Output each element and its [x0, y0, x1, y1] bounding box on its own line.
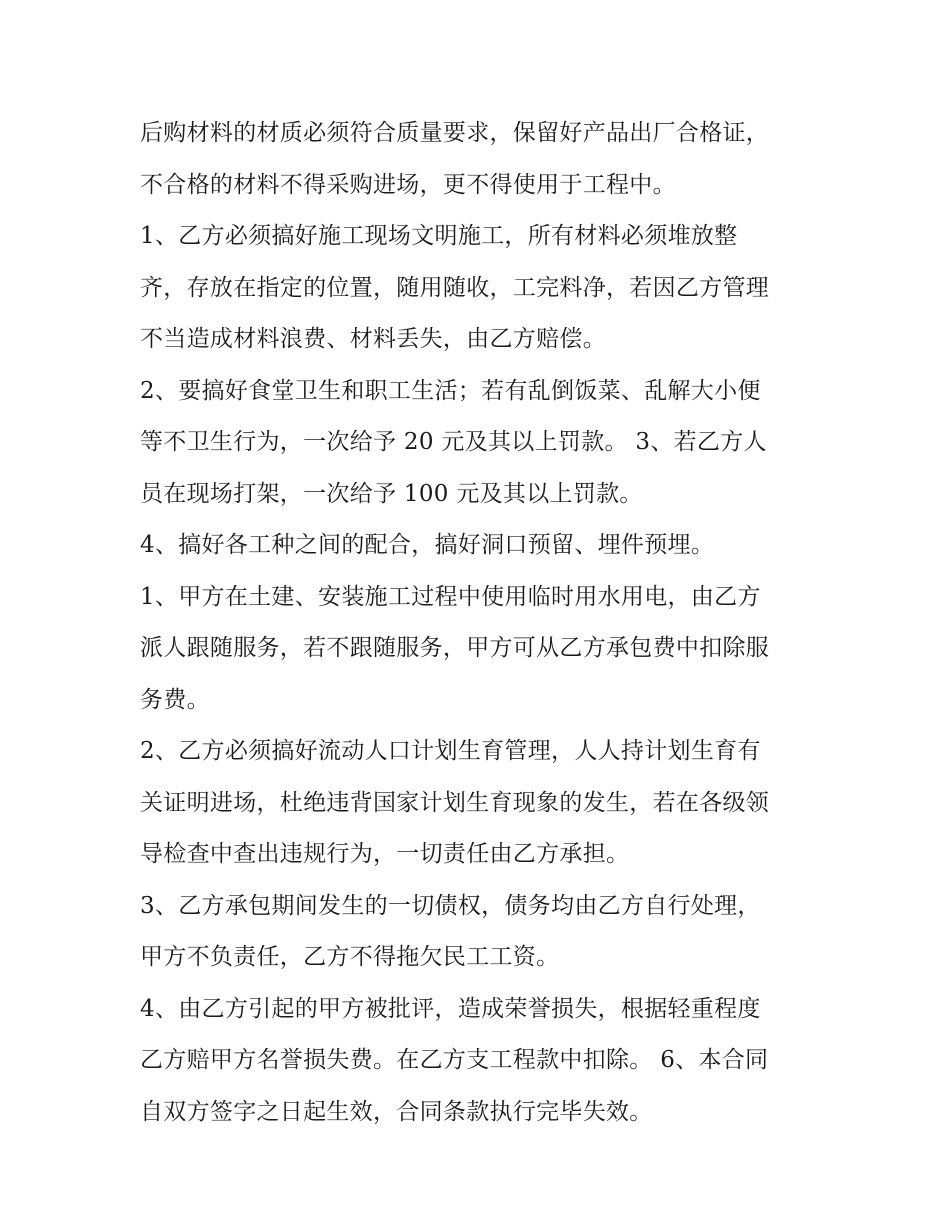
text-line: 1、乙方必须搞好施工现场文明施工，所有材料必须堆放整 [140, 223, 738, 249]
text-line: 3、乙方承包期间发生的一切债权，债务均由乙方自行处理， [140, 892, 761, 919]
document-body [140, 108, 830, 1138]
text-line: 不当造成材料浪费、材料丢失，由乙方赔偿。 [140, 326, 606, 352]
text-line: 关证明进场，杜绝违背国家计划生育现象的发生，若在各级领 [140, 789, 770, 816]
text-line: 1、甲方在土建、安装施工过程中使用临时用水用电，由乙方 [140, 583, 761, 610]
text-line: 不合格的材料不得采购进场，更不得使用于工程中。 [140, 171, 676, 198]
text-line: 后购材料的材质必须符合质量要求，保留好产品出厂合格证， [140, 120, 770, 146]
text-line: 员在现场打架，一次给予 100 元及其以上罚款。 [140, 480, 643, 507]
text-line: 2、乙方必须搞好流动人口计划生育管理，人人持计划生育有 [140, 738, 761, 764]
text-line: 甲方不负责任，乙方不得拖欠民工工资。 [140, 944, 560, 970]
text-line: 齐，存放在指定的位置，随用随收，工完料净，若因乙方管理 [140, 274, 770, 301]
text-line: 等不卫生行为，一次给予 20 元及其以上罚款。 3、若乙方人 [140, 429, 767, 455]
text-line: 4、搞好各工种之间的配合，搞好洞口预留、埋件预埋。 [140, 532, 715, 558]
text-line: 导检查中查出违规行为，一切责任由乙方承担。 [140, 841, 630, 867]
text-line: 派人跟随服务，若不跟随服务，甲方可从乙方承包费中扣除服 [140, 635, 770, 661]
text-line: 乙方赔甲方名誉损失费。在乙方支工程款中扣除。 6、本合同 [140, 1047, 769, 1073]
text-line: 4、由乙方引起的甲方被批评，造成荣誉损失，根据轻重程度 [140, 995, 761, 1022]
text-line: 务费。 [140, 686, 210, 713]
text-line: 自双方签字之日起生效，合同条款执行完毕失效。 [140, 1098, 653, 1125]
text-line: 2、要搞好食堂卫生和职工生活；若有乱倒饭菜、乱解大小便 [140, 377, 761, 404]
